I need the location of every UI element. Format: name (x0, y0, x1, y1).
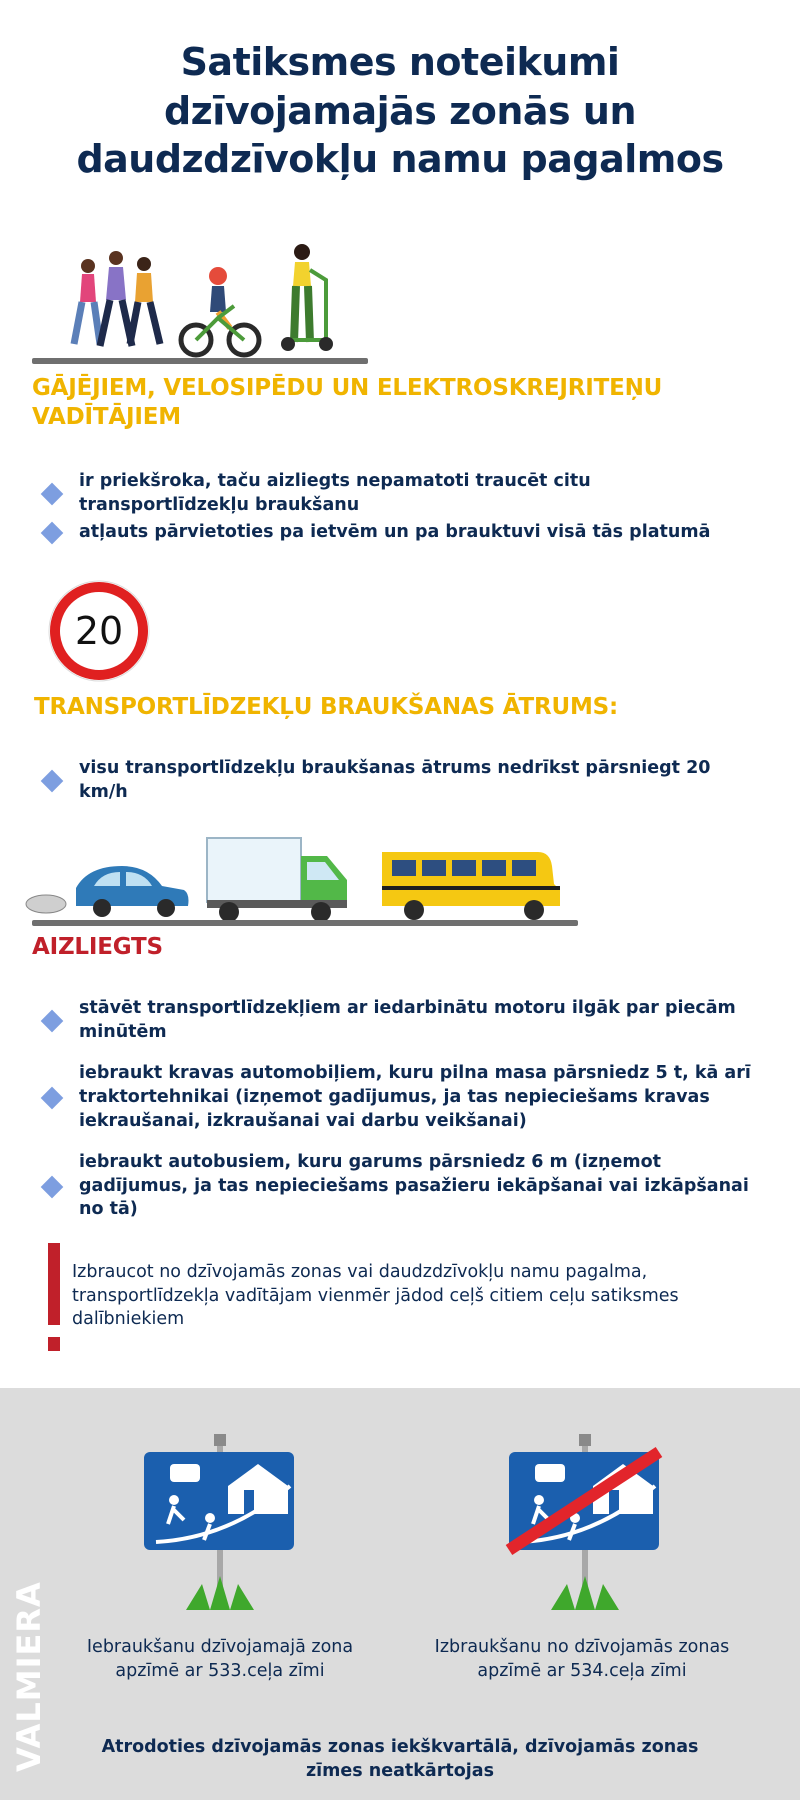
forbidden-list (42, 997, 758, 1222)
sign-exit-caption: Izbraukšanu no dzīvojamās zonas apzīmē ar 534.ceļa zīmi (434, 1637, 730, 1681)
road-line-1 (32, 358, 368, 364)
road-line-2 (32, 920, 578, 926)
pedestrians-list (42, 470, 758, 545)
speed-sign-value: 20 (74, 609, 124, 653)
pedestrians-heading-line-2: VADĪTĀJIEM (32, 404, 181, 431)
living-zone-end-sign-icon (505, 1434, 665, 1614)
title-line-3: daudzdzīvokļu namu pagalmos (76, 137, 724, 182)
diamond-bullet-icon (41, 1086, 64, 1109)
pedestrians-heading (32, 374, 772, 433)
diamond-bullet-icon (41, 522, 64, 545)
speed-limit-sign-icon (48, 580, 150, 682)
list-item: ir priekšroka, taču aizliegts nepamatoti traucēt citu transportlīdzekļu braukšanu (42, 470, 758, 517)
car-icon (22, 858, 190, 920)
page-title (40, 38, 760, 184)
title-line-1: Satiksmes noteikumi (180, 40, 620, 84)
exclamation-icon (48, 1243, 60, 1325)
living-zone-sign-icon (140, 1434, 300, 1614)
title-line-2: dzīvojamajās zonās un (163, 88, 636, 133)
diamond-bullet-icon (41, 769, 64, 792)
forbidden-heading: AIZLIEGTS (32, 934, 163, 960)
diamond-bullet-icon (41, 482, 64, 505)
child-bicycle-icon (178, 262, 268, 360)
list-item: visu transportlīdzekļu braukšanas ātrums nedrīkst pārsniegt 20 km/h (42, 757, 758, 804)
exclamation-dot (48, 1337, 60, 1351)
notice-box (48, 1243, 748, 1353)
sign-entry-caption: Iebraukšanu dzīvojamajā zona apzīmē ar 533.ceļa zīmi (86, 1637, 354, 1681)
list-item: stāvēt transportlīdzekļiem ar iedarbinātu motoru ilgāk par piecām minūtēm (42, 997, 758, 1044)
footer (0, 1388, 800, 1800)
diamond-bullet-icon (41, 1175, 64, 1198)
scooter-rider-icon (276, 240, 346, 360)
list-item: atļauts pārvietoties pa ietvēm un pa brauktuvi visā tās platumā (42, 521, 758, 545)
list-item: iebraukt kravas automobiļiem, kuru pilna masa pārsniedz 5 t, kā arī traktortehnikai (izņemot gadījumus, ja tas nepieciešams kravas iekraušanai, izkraušanai vai darbu veikšanai) (42, 1062, 758, 1133)
footer-note: Atrodoties dzīvojamās zonas iekškvartālā, dzīvojamās zonas zīmes neatkārtojas (101, 1737, 699, 1781)
pedestrians-heading-line-1: GĀJĒJIEM, VELOSIPĒDU UN ELEKTROSKREJRITEŅU (32, 375, 663, 401)
bus-icon (378, 846, 562, 922)
brand-logo: VALMIERA (10, 1581, 48, 1772)
truck-icon (205, 836, 350, 922)
list-item: iebraukt autobusiem, kuru garums pārsniedz 6 m (izņemot gadījumus, ja tas nepieciešams pasažieru iekāpšanai vai izkāpšanai no tā) (42, 1151, 758, 1222)
diamond-bullet-icon (41, 1009, 64, 1032)
notice-text: Izbraucot no dzīvojamās zonas vai daudzdzīvokļu namu pagalma, transportlīdzekļa vadītājam vienmēr jādod ceļš citiem ceļu satiksmes dalībniekiem (72, 1262, 679, 1330)
speed-heading: TRANSPORTLĪDZEKĻU BRAUKŠANAS ĀTRUMS: (34, 694, 619, 720)
speed-list (42, 757, 758, 804)
